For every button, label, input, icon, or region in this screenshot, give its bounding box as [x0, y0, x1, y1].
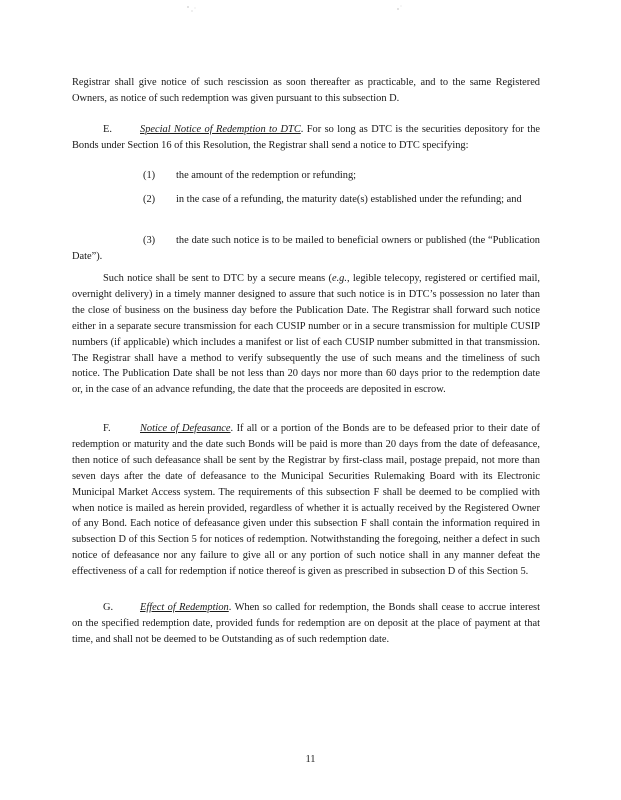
section-e-body: For so long as DTC is the securities depository for the Bonds under Section 16 of this Resolution, the Registrar shall send a notice to DTC specifying:: [72, 124, 540, 151]
section-e-item-2: [72, 192, 540, 208]
section-g-paragraph: G. Effect of Redemption. When so called for redemption, the Bonds shall cease to accrue interest on the specified redemption date, provided funds for redemption are on deposit at the place of payment at that time, and shall not be deemed to be Outstanding as of such redemption date.: [72, 602, 540, 645]
section-e: [72, 122, 540, 154]
section-e-item-3: [72, 233, 540, 265]
section-g: [72, 600, 540, 648]
section-e-paragraph: E. Special Notice of Redemption to DTC. For so long as DTC is the securities depository for the Bonds under Section 16 of this Resolution, the Registrar shall send a notice to DTC specifying:: [72, 124, 540, 151]
item-3-text: the date such notice is to be mailed to beneficial owners or published (the “Publication Date”).: [72, 235, 540, 262]
continuation-text: Registrar shall give notice of such rescission as soon thereafter as practicable, and to the same Registered Owners, as notice of such redemption was given pursuant to this subsection D.: [72, 77, 540, 104]
section-f-body: If all or a portion of the Bonds are to be defeased prior to their date of redemption or maturity and the date such Bonds will be paid is more than 20 days from the date of defeasance, then notice of such defeasance shall be sent by the Registrar by first-class mail, postage prepaid, not more than seven days after the date of defeasance to the Municipal Securities Rulemaking Board with its Electronic Municipal Market Access system. The requirements of this subsection F shall be deemed to be complied with when notice is mailed as herein provided, regardless of whether it is actually received by the Registered Owner of any Bond. Each notice of defeasance given under this subsection F shall contain the information required in subsection D of this Section 5 for notices of redemption. Notwithstanding the foregoing, neither a defect in such notice of defeasance nor any failure to give all or any portion of such notice shall in any manner defeat the effectiveness of a call for redemption if notice thereof is given as prescribed in subsection D of this Section 5.: [72, 423, 541, 578]
followup-post: , legible telecopy, registered or certified mail, overnight delivery) in a timely manner designed to assure that such notice is in DTC’s possession no later than the close of business on the business day before the Publication Date. The Registrar shall forward such notice either in a separate secure transmission for each CUSIP number or in a secure transmission for multiple CUSIP numbers (if applicable) which includes a manifest or list of each CUSIP number submitted in that transmission. The Registrar shall have a method to verify subsequently the use of such means and the timeliness of such notice. The Publication Date shall be not less than 20 days nor more than 60 days prior to the redemption date or, in the case of an advance refunding, the date that the proceeds are deposited in escrow.: [72, 273, 540, 396]
section-e-followup: [72, 271, 540, 398]
scan-specks: [180, 4, 410, 16]
section-f-letter: F.: [103, 423, 111, 434]
continuation-paragraph: [72, 75, 540, 107]
followup-pre: Such notice shall be sent to DTC by a secure means (: [103, 273, 332, 284]
item-1-text: the amount of the redemption or refunding;: [176, 170, 357, 181]
section-e-heading: Special Notice of Redemption to DTC: [140, 124, 301, 135]
item-3-number: (3): [143, 235, 156, 246]
section-f-heading: Notice of Defeasance: [140, 423, 231, 434]
item-1-number: (1): [143, 170, 156, 181]
section-g-body: When so called for redemption, the Bonds shall cease to accrue interest on the specified redemption date, provided funds for redemption are on deposit at the place of payment at that time, and shall not be deemed to be Outstanding as of such redemption date.: [72, 602, 540, 645]
item-2-number: (2): [143, 194, 156, 205]
item-2-text: in the case of a refunding, the maturity date(s) established under the refunding; and: [176, 194, 522, 205]
section-g-letter: G.: [103, 602, 114, 613]
section-e-item-1: [72, 168, 540, 184]
section-f-paragraph: F. Notice of Defeasance. If all or a portion of the Bonds are to be defeased prior to their date of redemption or maturity and the date such Bonds will be paid is more than 20 days from the date of defeasance, then notice of such defeasance shall be sent by the Registrar by first-class mail, postage prepaid, not more than seven days after the date of defeasance to the Municipal Securities Rulemaking Board with its Electronic Municipal Market Access system. The requirements of this subsection F shall be deemed to be complied with when notice is mailed as herein provided, regardless of whether it is actually received by the Registered Owner of any Bond. Each notice of defeasance given under this subsection F shall contain the information required in subsection D of this Section 5 for notices of redemption. Notwithstanding the foregoing, neither a defect in such notice of defeasance nor any failure to give all or any portion of such notice shall in any manner defeat the effectiveness of a call for redemption if notice thereof is given as prescribed in subsection D of this Section 5.: [72, 423, 541, 578]
followup-eg: e.g.: [331, 273, 347, 284]
page-number: 11: [305, 754, 316, 765]
section-f: [72, 421, 540, 580]
section-g-heading: Effect of Redemption: [140, 602, 229, 613]
section-e-letter: E.: [103, 124, 112, 135]
